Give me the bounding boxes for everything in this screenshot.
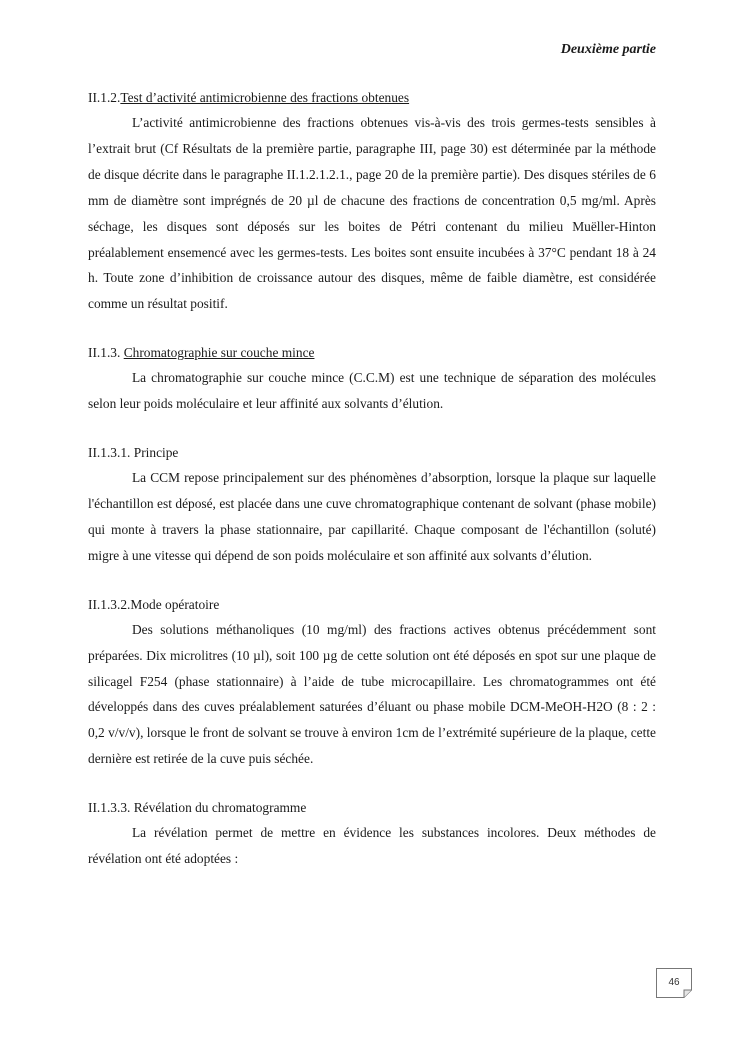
section-heading [88,798,656,818]
section [88,798,656,872]
section [88,595,656,772]
section-title: Test d’activité antimicrobienne des fractions obtenues [120,90,410,105]
document-body [88,88,656,872]
paragraph-text: L’activité antimicrobienne des fractions obtenues vis-à-vis des trois germes-tests sensibles à l’extrait brut (Cf Résultats de la première partie, paragraphe III, page 30) est déterminée par la méthode de disque décrite dans le paragraphe II.1.2.1.2.1., page 20 de la première partie). Des disques stériles de 6 mm de diamètre sont imprégnés de 20 µl de chacune des fractions de concentration 0,5 mg/ml. Après séchage, les disques sont déposés sur les boites de Pétri contenant du milieu Muëller-Hinton préalablement ensemencé avec les germes-tests. Les boites sont ensuite incubées à 37°C pendant 18 à 24 h. Toute zone d’inhibition de croissance autour des disques, même de faible diamètre, est considérée comme un résultat positif. [88,115,656,312]
paragraph-text: Des solutions méthanoliques (10 mg/ml) des fractions actives obtenus précédemment sont préparées. Dix microlitres (10 µl), soit 100 µg de cette solution ont été déposés en spot sur une plaque de silicagel F254 (phase stationnaire) à l’aide de tube microcapillaire. Les chromatogrammes ont été développés dans des cuves préalablement saturées d’éluant ou phase mobile DCM-MeOH-H2O (8 : 2 : 0,2 v/v/v), lorsque le front de solvant se trouve à environ 1cm de l’extrémité supérieure de la plaque, cette dernière est retirée de la cuve puis séchée. [88,621,656,767]
paragraph [88,617,656,772]
page-number-box [656,968,692,998]
section-title: Chromatographie sur couche mince [123,345,315,361]
running-header: Deuxième partie [560,42,656,57]
paragraph [88,820,656,872]
section-heading [88,443,656,463]
section-number: II.1.2. [88,90,121,105]
paragraph-text: La CCM repose principalement sur des phénomènes d’absorption, lorsque la plaque sur laquelle l'échantillon est déposé, est placée dans une cuve chromatographique contenant de solvant (phase mobile) qui monte à travers la phase stationnaire, par capillarité. Chaque composant de l'échantillon (soluté) migre à une vitesse qui dépend de son poids moléculaire et son affinité aux solvants d’élution. [88,470,656,563]
paragraph-text: La révélation permet de mettre en évidence les substances incolores. Deux méthodes de révélation ont été adoptées : [88,825,656,867]
paragraph [88,465,656,569]
page-number: 46 [668,977,680,988]
paragraph [88,365,656,417]
paragraph [88,110,656,317]
section-number: II.1.3.1. [88,445,134,461]
section-number: II.1.3.3. [88,800,134,816]
section [88,443,656,569]
section-heading [88,595,656,615]
section [88,88,656,317]
section-heading [88,343,656,363]
section-title: Mode opératoire [130,596,220,612]
section-title: Révélation du chromatogramme [133,800,307,816]
section-number: II.1.3.2. [88,596,131,612]
section-heading [88,88,656,108]
section [88,343,656,417]
paragraph-text: La chromatographie sur couche mince (C.C.M) est une technique de séparation des molécules selon leur poids moléculaire et leur affinité aux solvants d’élution. [88,370,656,412]
section-number: II.1.3. [88,345,124,361]
section-title: Principe [133,445,179,461]
